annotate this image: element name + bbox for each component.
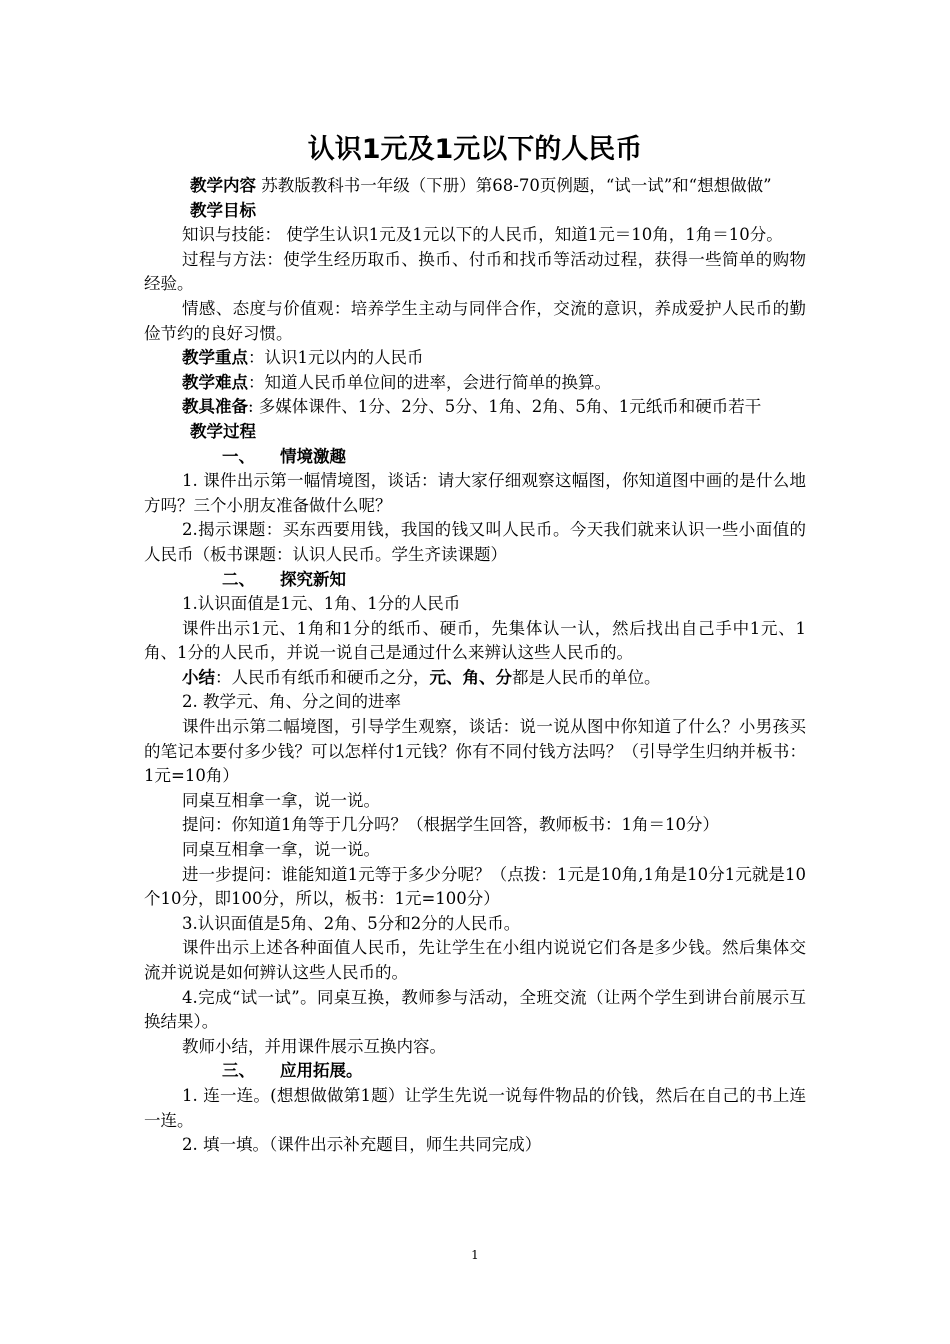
- section-3-heading: 三、 应用拓展。: [222, 1061, 363, 1081]
- difficulty-text: ：知道人民币单位间的进率，会进行简单的换算。: [248, 372, 611, 392]
- teaching-content-text: 苏教版教科书一年级（下册）第68-70页例题，“试一试”和“想想做做”: [261, 176, 772, 195]
- section-3-paragraph: 2. 填一填。（课件出示补充题目，师生共同完成）: [182, 1135, 542, 1155]
- section-2-paragraph: 课件出示1元、1角和1分的纸币、硬币，先集体认一认，然后找出自己手中1元、1角、1分的人民币，并说一说自己是通过什么来辨认这些人民币的。: [144, 618, 806, 663]
- section-1-paragraph: 1. 课件出示第一幅情境图，谈话：请大家仔细观察这幅图，你知道图中画的是什么地方吗？三个小朋友准备做什么呢？: [144, 471, 806, 515]
- page-number: 1: [471, 1248, 479, 1262]
- section-2-paragraph: 4.完成“试一试”。同桌互换，教师参与活动，全班交流（让两个学生到讲台前展示互换结果）。: [144, 987, 806, 1032]
- objectives-heading: 教学目标: [190, 200, 256, 220]
- section-1-paragraph: 2.揭示课题：买东西要用钱，我国的钱又叫人民币。今天我们就来认识一些小面值的人民币（板书课题：认识人民币。学生齐读课题）: [144, 520, 806, 564]
- teaching-content: [144, 174, 806, 199]
- section-2-paragraph: 提问：你知道1角等于几分吗？（根据学生回答，教师板书：1角＝10分）: [182, 815, 719, 835]
- page-title: 认识1元及1元以下的人民币: [307, 134, 643, 165]
- materials-label: 教具准备: [182, 397, 248, 417]
- materials: [144, 395, 806, 420]
- objective-knowledge: 知识与技能： 使学生认识1元及1元以下的人民币，知道1元＝10角，1角＝10分。: [182, 225, 783, 245]
- section-1-heading: 一、 情境激趣: [222, 446, 346, 466]
- section-2-paragraph: 同桌互相拿一拿，说一说。: [182, 840, 380, 860]
- section-2-summary: 小结：人民币有纸币和硬币之分，元、角、分都是人民币的单位。: [182, 667, 661, 687]
- objective-attitude: 情感、态度与价值观：培养学生主动与同伴合作，交流的意识，养成爱护人民币的勤俭节约的良好习惯。: [144, 298, 806, 343]
- section-2-paragraph: 教师小结，并用课件展示互换内容。: [182, 1036, 446, 1056]
- difficulty-label: 教学难点: [182, 372, 248, 392]
- document-body: [144, 174, 806, 1158]
- teaching-content-label: 教学内容: [190, 176, 256, 195]
- section-3-paragraph: 1. 连一连。(想想做做第1题）让学生先说一说每件物品的价钱，然后在自己的书上连一连。: [144, 1085, 806, 1130]
- objective-process: 过程与方法：使学生经历取币、换币、付币和找币等活动过程，获得一些简单的购物经验。: [144, 249, 806, 294]
- section-2-heading: 二、 探究新知: [222, 569, 346, 589]
- section-2-paragraph: 2. 教学元、角、分之间的进率: [182, 692, 401, 712]
- key-point-label: 教学重点: [182, 348, 248, 368]
- materials-text: : 多媒体课件、1分、2分、5分、1角、2角、5角、1元纸币和硬币若干: [248, 397, 762, 417]
- key-point-text: ：认识1元以内的人民币: [248, 348, 424, 368]
- section-2-paragraph: 1.认识面值是1元、1角、1分的人民币: [182, 594, 461, 614]
- key-point: [144, 346, 806, 371]
- section-2-paragraph: 课件出示第二幅境图，引导学生观察，谈话：说一说从图中你知道了什么？小男孩买的笔记本要付多少钱？可以怎样付1元钱？你有不同付钱方法吗？（引导学生归纳并板书：1元=10角）: [144, 717, 806, 786]
- section-2-paragraph: 同桌互相拿一拿，说一说。: [182, 790, 380, 810]
- section-2-paragraph: 进一步提问：谁能知道1元等于多少分呢？（点拨：1元是10角,1角是10分1元就是10个10分，即100分，所以，板书：1元=100分）: [144, 864, 806, 909]
- difficulty: [144, 371, 806, 396]
- process-heading: 教学过程: [190, 421, 256, 441]
- section-2-paragraph: 3.认识面值是5角、2角、5分和2分的人民币。: [182, 913, 521, 933]
- section-2-paragraph: 课件出示上述各种面值人民币，先让学生在小组内说说它们各是多少钱。然后集体交流并说说是如何辨认这些人民币的。: [144, 938, 806, 982]
